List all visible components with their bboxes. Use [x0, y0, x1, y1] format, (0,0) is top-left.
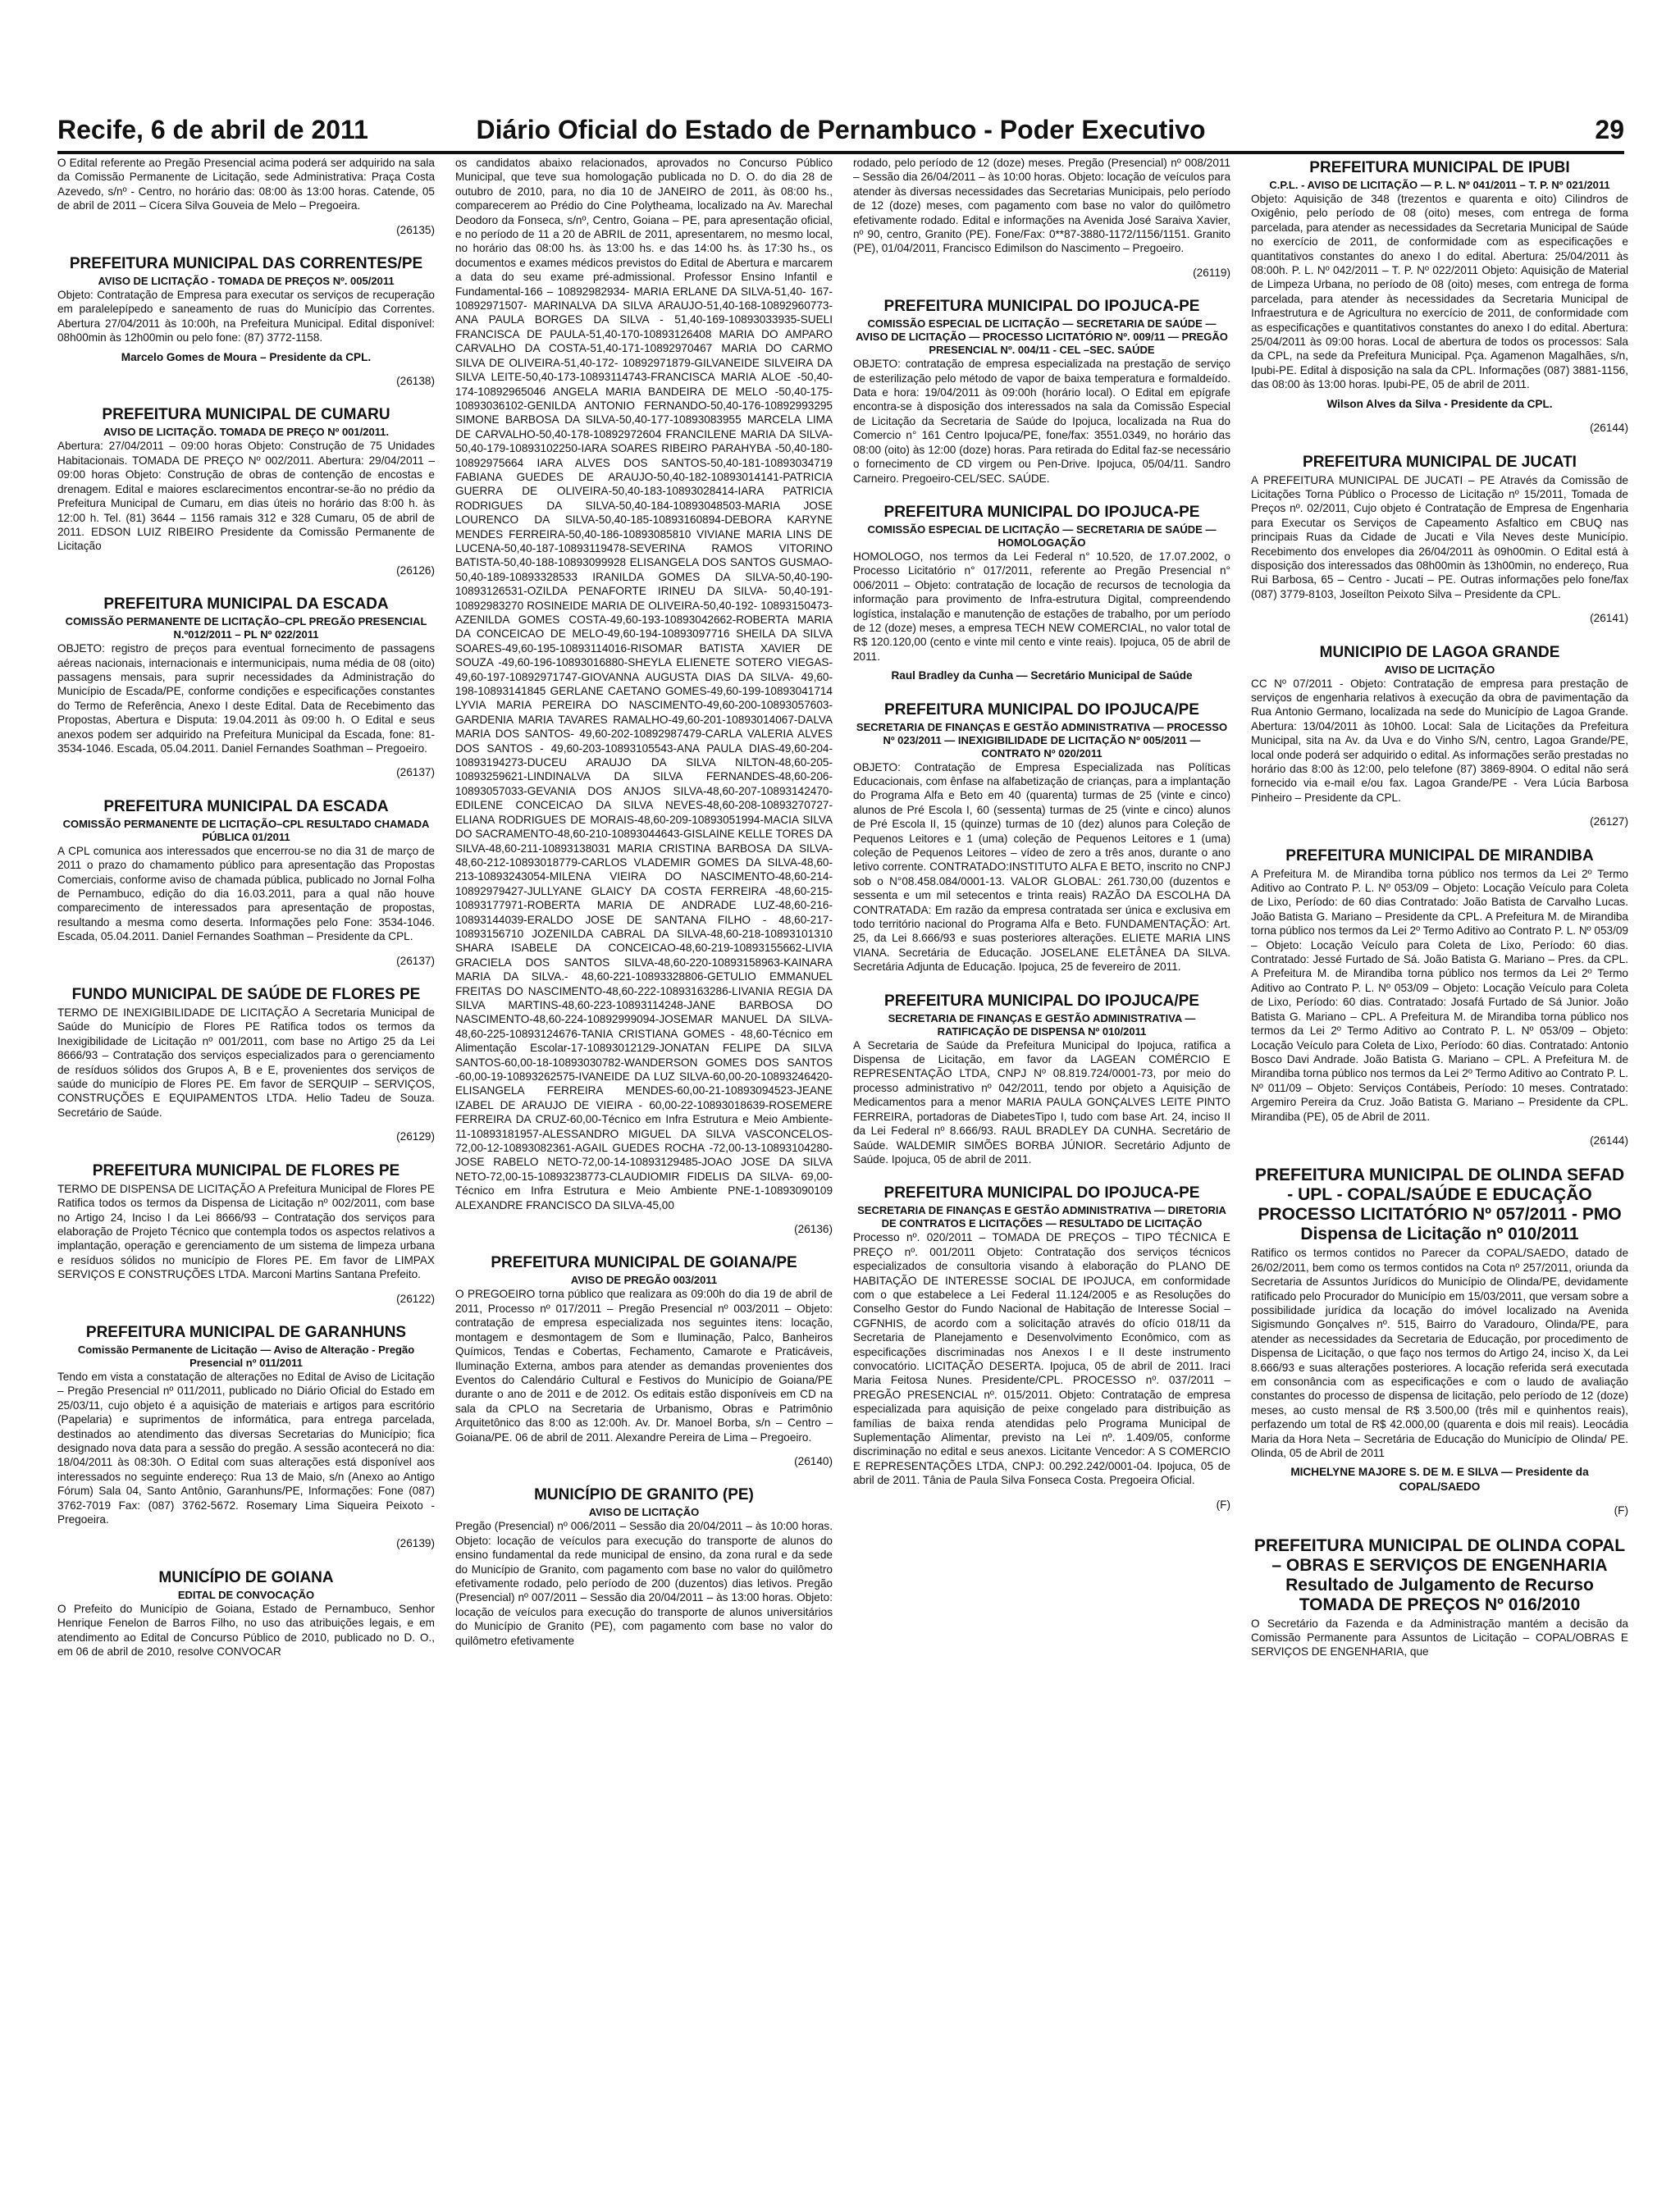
notice-subtitle: COMISSÃO PERMANENTE DE LICITAÇÃO–CPL RESULTADO CHAMADA PÚBLICA 01/2011: [62, 817, 430, 843]
notice-title: PREFEITURA MUNICIPAL DO IPOJUCA-PE: [883, 1184, 1200, 1202]
notice-body: CC Nº 07/2011 - Objeto: Contratação de empresa para prestação de serviços de engenharia relativos à execução da obra de pavimentação da Rua Antonio Germano, localizada na sede do Município de Lagoa Grande. Abertura: 13/04/2011 às 10h00. Local: Sala de Licitações da Prefeitura Municipal, sita na Av. da Uva e do Vinho S/N, centro, Lagoa Grande/PE, local onde poderá ser adquirido o edital. As informações serão prestadas no horário das 8:00 às 12:00, pelo telefone (87) 3869-8904. O edital não será fornecido via e-mail e/ou fax. Lagoa Grande/PE - Vera Lúcia Barbosa Pinheiro – Presidente da CPL.: [1251, 677, 1628, 804]
notice-subtitle: Comissão Permanente de Licitação — Aviso de Alteração - Pregão Presencial nº 011/2011: [77, 1343, 415, 1369]
notice-subtitle: SECRETARIA DE FINANÇAS E GESTÃO ADMINISTRATIVA — DIRETORIA DE CONTRATOS E LICITAÇÕES — RESULTADO DE LICITAÇÃO: [857, 1204, 1226, 1230]
header-title: Diário Oficial do Estado de Pernambuco - Poder Executivo: [476, 115, 1206, 144]
notice: [57, 1569, 435, 1659]
notice: [1251, 159, 1628, 436]
notice-subtitle: AVISO DE LICITAÇÃO. TOMADA DE PREÇO Nº 001/2011.: [103, 426, 390, 439]
notice-title: MUNICIPIO DE LAGOA GRANDE: [1319, 643, 1560, 661]
notice: [57, 1162, 435, 1306]
notice-body: TERMO DE DISPENSA DE LICITAÇÃO A Prefeitura Municipal de Flores PE Ratifica todos os termos da Dispensa de Licitação nº 002/2011, com base no Artigo 24, Inciso I da Lei 8666/93 – Contratação dos serviços para elaboração de Projeto Técnico que contempla todos os aspectos relativos a implantação, operação e gerenciamento de um sistema de limpeza urbana e resíduos sólidos no município de Flores PE. Em favor de LIMPAX SERVIÇOS E CONSTRUÇÕES LTDA. Marconi Martins Santana Prefeito.: [57, 1182, 435, 1281]
notice-body: O Prefeito do Município de Goiana, Estado de Pernambuco, Senhor Henrique Fenelon de Barros Filho, no uso das atribuições legais, e em atendimento ao Edital de Concurso Público de 2010, publicado no D. O., em 06 de abril de 2010, resolve CONVOCAR: [57, 1602, 435, 1658]
notice: [853, 298, 1230, 486]
reference-number: (26122): [396, 1292, 435, 1305]
notice-title: PREFEITURA MUNICIPAL DO IPOJUCA/PE: [884, 992, 1199, 1010]
notice-subtitle: AVISO DE PREGÃO 003/2011: [570, 1274, 718, 1287]
notice: [853, 1184, 1230, 1512]
notice-body: Pregão (Presencial) nº 006/2011 – Sessão dia 20/04/2011 – às 10:00 horas. Objeto: locação de veículos para execução do transporte de alunos do ensino fundamental da rede municipal de ensino, da zona rural e da sede do Município de Granito, com pagamento com base no valor do quilômetro efetivamente rodado, pelo período de 200 (duzentos) dias letivos. Pregão (Presencial) nº 007/2011 – Sessão dia 20/04/2011 – às 13:00 horas. Objeto: locação de veículos para execução do transporte de alunos universitários do Município de Granito (PE), com pagamento com base no valor do quilômetro efetivamente: [455, 1520, 833, 1647]
reference-number: (26127): [1590, 815, 1628, 828]
notice: [57, 1324, 435, 1551]
notice-body: HOMOLOGO, nos termos da Lei Federal n° 10.520, de 17.07.2002, o Processo Licitatório n° 017/2011, referente ao Pregão Presencial n° 006/2011 – Objeto: contratação de locação de recursos de tecnologia da informação para provimento de Infra-estrutura Digital, compreendendo logística, instalação e manutenção de estações de trabalho, por um período de 12 (doze) meses, a empresa TECH NEW COMERCIAL, no valor total de R$ 120.120,00 (cento e vinte mil cento e vinte reais). Ipojuca, 05 de abril de 2011.: [853, 550, 1230, 663]
reference-number: (26136): [794, 1223, 833, 1236]
reference-number: (26141): [1590, 612, 1628, 625]
notice-subtitle: COMISSÃO ESPECIAL DE LICITAÇÃO — SECRETARIA DE SAÚDE — HOMOLOGAÇÃO: [867, 522, 1217, 549]
notice-subtitle: COMISSÃO ESPECIAL DE LICITAÇÃO — SECRETARIA DE SAÚDE — AVISO DE LICITAÇÃO — PROCESSO LICITATÓRIO Nº. 009/11 — PREGÃO PRESENCIAL Nº. 004/11 - CEL –SEC. SAÚDE: [856, 317, 1228, 357]
notice: [853, 992, 1230, 1167]
reference-number: (26126): [396, 563, 435, 577]
notice-title: PREFEITURA MUNICIPAL DE JUCATI: [1303, 453, 1577, 471]
notice-title: PREFEITURA MUNICIPAL DE OLINDA SEFAD - UPL - COPAL/SAÚDE E EDUCAÇÃO PROCESSO LICITATÓRIO Nº 057/2011 - PMO Dispensa de Licitação nº 010/2011: [1254, 1166, 1625, 1244]
continued-text: os candidatos abaixo relacionados, aprovados no Concurso Público Municipal, que teve sua homologação publicada no D. O. do dia 28 de outubro de 2010, para, no dia 10 de JANEIRO de 2011, às 08:00 hs., comparecerem ao Prédio do Cine Polytheama, localizado na Av. Marechal Deodoro da Fonseca, s/nº, Centro, Goiana – PE, para apresentação oficial, e no período de 11 a 20 de ABRIL de 2011, apresentarem, no mesmo local, no horário das 08:00 hs. às 13:00 hs. e das 14:00 hs. às 17:30 hs., os documentos e exames médicos previstos do Edital de Abertura e marcarem a data do seu exame pré-admissional. Professor Ensino Infantil e Fundamental-166 – 10892982934- MARIA ERLANE DA SILVA-51,40- 167-10892971507- MARINALVA DA SILVA ARAUJO-51,40-168-10892960773-ANA PAULA BORGES DA SILVA - 51,40-169-10893033935-SUELI FRANCISCA DE PAULA-51,40-170-10893126408 MARIA DO AMPARO CARVALHO DA COSTA-51,40-171-10892970467 MARIA DO CARMO SILVA DE OLIVEIRA-51,40-172- 10892971879-GILVANEIDE SILVEIRA DA SILVA LEITE-50,40-173-10893114743-FRANCISCA MARIA ALOE -50,40-174-10892965046 ANGELA MARIA BANDEIRA DE MELO -50,40-175-10893036102-GENILDA ANTONIO FERNANDO-50,40-176-10892993295 SIMONE BARBOSA DA SILVA-50,40-177-10893083955 MARCELA LIMA DE CARVALHO-50,40-178-10892972604 FRANCILENE MARIA DA SILVA-50,40-179-10893102250-IARA SOARES RIBEIRO PARAHYBA -50,40-180-10892975664 IARA ALVES DOS SANTOS-50,40-181-10893034719 FABIANA GUEDES DE ARAUJO-50,40-182-10893014141-PATRICIA GUERRA DE OLIVEIRA-50,40-183-10893028414-IARA PATRICIA RODRIGUES DA SILVA-50,40-184-10893048503-MARIA JOSE LOURENCO DA SILVA-50,40-185-10893160894-DEBORA KARYNE MENDES FERREIRA-50,40-186-10893085810 VIVIANE MARIA LINS DE LUCENA-50,40-187-10893119478-SEVERINA RAMOS VITORINO BATISTA-50,40-188-10893099928 ELISANGELA DOS SANTOS GUSMAO-50,40-189-10893328533 IRANILDA GOMES DA SILVA-50,40-190-10893126531-OZILDA PENAFORTE IRINEU DA SILVA- 50,40-191-10892983270 ROSINEIDE MARIA DE OLIVEIRA-50,40-192- 10893150473- AZENILDA GOMES COSTA-49,60-193-10893042662-ROBERTA MARIA DA CONCEICAO DE MELO-49,60-194-10893097716 SHEILA DA SILVA SOARES-49,60-195-10893114016-RISOMAR BATISTA XAVIER DE SOUZA -49,60-196-10893016880-SHEYLA ELIENETE SOTERO VIEGAS-49,60-197-10892971747-GIOVANNA AUGUSTA DIAS DA SILVA- 49,60-198-10893141845 GERLANE CAETANO GOMES-49,60-199-10893041714 LYVIA MARIA PEREIRA DO NASCIMENTO-49,60-200-10893057603-GARDENIA MARIA TAVARES RAMALHO-49,60-201-10893014067-DALVA MARIA DOS SANTOS- 49,60-202-10892987479-CARLA VALERIA ALVES DOS SANTOS - 49,60-203-10893105543-ANA PAULA DIAS-49,60-204-10893194273-DUCEU ARAUJO DA SILVA NILTON-48,60-205-10893259621-LINDINALVA DA SILVA FERNANDES-48,60-206-10893057033-GEVANIA DOS ANJOS SILVA-48,60-207-10893142470-EDILENE CONCEICAO DA SILVA NEVES-48,60-208-10893270727-ELIANA RODRIGUES DE MORAIS-48,60-209-10893051994-MACIA SILVA DO SACRAMENTO-48,60-210-10893044643-GISLAINE KELLE TORES DA SILVA-48,60-211-10893138031 MARIA CRISTINA BARBOSA DA SILVA-48,60-212-10893018779-CARLOS VLADEMIR GOMES DA SILVA-48,60-213-10893243054-MILENA VIEIRA DO NASCIMENTO-48,60-214-10892979427-JULLYANE GLAICY DA COSTA FERREIRA -48,60-215-10893177971-ROBERTA MARIA DE ANDRADE LUZ-48,60-216-10893144039-ERALDO JOSE DE SANTANA FILHO - 48,60-217-10893156710 JOZENILDA CABRAL DA SILVA-48,60-218-10893101310 SHARA ISABELE DA CONCEICAO-48,60-219-10893155662-LIVIA GRACIELA DOS SANTOS SILVA-48,60-220-10893158963-KAINARA MARIA DA SILVA.- 48,60-221-10893328806-GETULIO EMMANUEL FREITAS DO NASCIMENTO-48,60-222-10893163286-LIVANIA REGIA DA SILVA MARTINS-48,60-223-10893114248-JANE BARBOSA DO NASCIMENTO-48,60-224-10892999094-JOSEMAR MANUEL DA SILVA-48,60-225-10893124676-TANIA CRISTIANA GOMES - 48,60-Técnico em Alimentação Escolar-17-10893012129-JONATAN FELIPE DA SILVA SANTOS-60,00-18-10893030782-WANDERSON GOMES DOS SANTOS -60,00-19-10893262575-IVANEIDE DA LUZ SILVA-60,00-20-10893246420-ELISANGELA FERREIRA MENDES-60,00-21-10893094523-JEANE IZABEL DE ARAUJO DE VIEIRA - 60,00-22-10893018639-ROSEMERE FERREIRA DA CRUZ-60,00-Técnico em Infra Estrutura e Meio Ambiente-11-10893181957-ALESSANDRO MIGUEL DA SILVA VASCONCELOS-72,00-12-10893082361-AGAIL GUEDES ROCHA -72,00-13-10893104280-JOSE RABELO NETO-72,00-14-10893129485-JOAO JOSE DA SILVA NETO-72,00-15-10893238773-CLAUDIOMIR FIDELIS DA SILVA- 69,00-Técnico em Infra Estrutura e Meio Ambiente PNE-1-10893090109 ALEXANDRE FRANCISCO DA SILVA-45,00: [455, 157, 833, 1211]
notice-title: PREFEITURA MUNICIPAL DA ESCADA: [103, 595, 389, 614]
notice: [455, 1254, 833, 1468]
column-4: [1251, 156, 1628, 2157]
notice: [455, 1486, 833, 1648]
notice-body: A Prefeitura M. de Mirandiba torna público nos termos da Lei 2º Termo Aditivo ao Contrato P. L. Nº 053/09 – Objeto: Locação Veículo para Coleta de Lixo, Período: de 60 dias Contratado: João Batista de Carvalho Lucas. João Batista G. Mariano – Presidente da CPL. A Prefeitura M. de Mirandiba torna público nos termos da Lei 2º Termo Aditivo ao Contrato P. L. Nº 053/09 – Objeto: Locação Veículo para Coleta de Lixo, Período: 60 dias. Contratado: Jessé Furtado de Sá. João Batista G. Mariano – Pres. da CPL. A Prefeitura M. de Mirandiba torna público nos termos da Lei 2º Termo Aditivo ao Contrato P. L. Nº 053/09 – Objeto: Locação Veículo para Coleta de Lixo, Período: 60 dias. Contratado: Josafá Furtado de Sá Junior. João Batista G. Mariano – CPL. A Prefeitura M. de Mirandiba torna público nos termos da Lei 2º Termo Aditivo ao Contrato P. L. Nº 053/09 – Objeto: Locação Veículo para Coleta de Lixo, Período: 60 dias. Contratado: Antonio Bosco Davi Andrade. João Batista G. Mariano – CPL. A Prefeitura M. de Mirandiba torna público nos termos da Lei 2º Termo Aditivo ao Contrato P. L. Nº 011/09 – Objeto: Serviços Contábeis, Período: 10 meses. Contratado: Argemiro Pereira da Cruz. João Batista G. Mariano – Presidente da CPL. Mirandiba (PE), 05 de Abril de 2011.: [1251, 867, 1628, 1123]
notice: [57, 595, 435, 780]
notice-body: Objeto: Aquisição de 348 (trezentos e quarenta e oito) Cilindros de Oxigênio, pelo período de 08 (oito) meses, com entrega de forma parcelada, para atender as necessidades da Secretaria Municipal de Saúde no exercício de 2011, de conformidade com as especificações e quantitativos constantes do anexo I do edital. Abertura: 25/04/2011 às 08:00h. P. L. Nº 042/2011 – T. P. Nº 022/2011 Objeto: Aquisição de Material de Limpeza Urbana, no período de 08 (oito) meses, com entrega de forma parcelada, para atender às necessidades da Secretaria Municipal de Infraestrutura e de Agricultura no exercício de 2011, de conformidade com as especificações e quantitativos constantes do anexo I do edital. Abertura: 25/04/2011 às 09:00 horas. Local de abertura de todos os processos: Sala da CPL, na sede da Prefeitura Municipal. Pça. Agamenon Magalhães, s/n, Ipubi-PE. Edital à disposição na sala da CPL. Informações (087) 3881-1156, das 08:00 às 13:00 horas. Ipubi-PE, 05 de abril de 2011.: [1251, 193, 1628, 391]
notice-subtitle: AVISO DE LICITAÇÃO: [1384, 663, 1495, 676]
notice: [57, 798, 435, 968]
notice-subtitle: EDITAL DE CONVOCAÇÃO: [177, 1588, 315, 1601]
notice-body: TERMO DE INEXIGIBILIDADE DE LICITAÇÃO A Secretaria Municipal de Saúde do Município de Flores PE Ratifica todos os termos da Inexigibilidade de Licitação nº 001/2011, com base no Artigo 25 da Lei 8666/93 – Contratação dos serviços especializados para o gerenciamento de resíduos sólidos dos Grupos A, B e E, provenientes dos serviços de saúde do município de Flores PE. Em favor de SERQUIP – SERVIÇOS, CONSTRUÇÕES E EQUIPAMENTOS LTDA. Helio Tadeu de Souza. Secretário de Saúde.: [57, 1006, 435, 1119]
notice-subtitle: COMISSÃO PERMANENTE DE LICITAÇÃO–CPL PREGÃO PRESENCIAL N.º012/2011 – PL Nº 022/2011: [65, 615, 427, 641]
notice-signature: Raul Bradley da Cunha — Secretário Municipal de Saúde: [891, 669, 1193, 682]
notice-title: PREFEITURA MUNICIPAL DA ESCADA: [103, 797, 389, 815]
reference-number: (26135): [396, 223, 435, 236]
notice-title: PREFEITURA MUNICIPAL DAS CORRENTES/PE: [69, 255, 423, 273]
notice-subtitle: SECRETARIA DE FINANÇAS E GESTÃO ADMINISTRATIVA — RATIFICAÇÃO DE DISPENSA Nº 010/2011: [888, 1011, 1196, 1038]
notice-title: PREFEITURA MUNICIPAL DO IPOJUCA/PE: [884, 700, 1199, 719]
reference-number: (26140): [794, 1454, 833, 1467]
continued-text: rodado, pelo período de 12 (doze) meses. Pregão (Presencial) nº 008/2011 – Sessão dia 26/04/2011 – às 10:00 horas. Objeto: locação de veículos para atender às diversas necessidades das Secretarias Municipais, pelo período de 12 (doze) meses, com pagamento com base no valor do quilômetro efetivamente rodado. Edital e informações na Avenida José Saraiva Xavier, nº 90, centro, Granito (PE). Fone/Fax: 0**87-3880-1172/1156/1151. Granito (PE), 01/04/2011, Francisco Edimilson do Nascimento – Pregoeiro.: [853, 157, 1230, 255]
column-3: [853, 156, 1230, 2157]
reference-number: (26119): [1193, 266, 1230, 279]
notice: [1251, 454, 1628, 626]
notice-body: Objeto: Contratação de Empresa para executar os serviços de recuperação em paralelepípedo e saneamento de ruas do Município das Correntes. Abertura 27/04/2011 às 10:00h, na Prefeitura Municipal. Edital disponível: 08h00min às 12h00min ou pelo fone: (87) 3772-1158.: [57, 289, 435, 344]
notice-body: Abertura: 27/04/2011 – 09:00 horas Objeto: Construção de 75 Unidades Habitacionais. TOMADA DE PREÇO Nº 002/2011. Abertura: 29/04/2011 – 09:00 horas Objeto: Construção de obras de contenção de encostas e drenagem. Edital e maiores esclarecimentos encontrar-se-ão no prédio da Prefeitura Municipal de Cumaru, em dias úteis no horário das 8:00 h. às 12:00 h. Tel. (81) 3644 – 1156 ramais 312 e 328 Cumaru, 05 de abril de 2011. EDSON LUIZ RIBEIRO Presidente da Comissão Permanente de Licitação: [57, 440, 435, 553]
notice-title: PREFEITURA MUNICIPAL DO IPOJUCA-PE: [883, 503, 1200, 521]
header-date: Recife, 6 de abril de 2011: [57, 115, 368, 144]
reference-number: (26144): [1590, 1134, 1628, 1147]
notice: [1251, 847, 1628, 1148]
notice: [853, 504, 1230, 683]
notice-subtitle: SECRETARIA DE FINANÇAS E GESTÃO ADMINISTRATIVA — PROCESSO Nº 023/2011 — INEXIGIBILIDADE DE LICITAÇÃO Nº 005/2011 — CONTRATO Nº 020/2011: [856, 720, 1228, 760]
page-number: 29: [1595, 115, 1624, 144]
notice-body: Ratifico os termos contidos no Parecer da COPAL/SAEDO, datado de 26/02/2011, bem como os termos contidos na Cota nº 257/2011, oriunda da Secretaria de Assuntos Jurídicos do Município de Olinda/PE, devidamente ratificado pelo Procurador do Município em 15/03/2011, que versam sobre a possibilidade jurídica da locação do imóvel localizado na Avenida Sigismundo Gonçalves nº. 515, Bairro do Varadouro, Olinda/PE, para atender as necessidades da Secretaria de Educação, por procedimento de Dispensa de Licitação, o que faço nos termos do Artigo 24, inciso X, da Lei 8.666/93 e suas alterações posteriores. A locação referida será executada em consonância com as especificações e com o laudo de avaliação constantes do processo de dispensa de licitação, pelo período de 12 (doze) meses, ao custo mensal de R$ 3.500,00 (três mil e quinhentos reais), perfazendo um total de R$ 42.000,00 (quarenta e dois mil reais). Leocádia Maria da Hora Neta – Secretária de Educação do Município de Olinda/ PE. Olinda, 05 de Abril de 2011: [1251, 1247, 1628, 1460]
notice-body: A CPL comunica aos interessados que encerrou-se no dia 31 de março de 2011 o prazo do chamamento público para apresentação das Propostas Comerciais, conforme aviso de chamada pública, publicado no Jornal Folha de Pernambuco, edição do dia 16.03.2011, para a qual não houve comparecimento de interessados para apresentação de propostas, resultando a mesma como deserta. Informações pelo Fone: 3534-1046. Escada, 05.04.2011. Daniel Fernandes Soathman – Presidente da CPL.: [57, 844, 435, 943]
notice: [57, 255, 435, 388]
notice-title: PREFEITURA MUNICIPAL DO IPOJUCA-PE: [883, 298, 1200, 316]
notice-subtitle: AVISO DE LICITAÇÃO - TOMADA DE PREÇOS Nº. 005/2011: [98, 275, 395, 288]
notice-title: PREFEITURA MUNICIPAL DE IPUBI: [1309, 159, 1570, 176]
reference-number: (26144): [1590, 422, 1628, 435]
notice-body: A PREFEITURA MUNICIPAL DE JUCATI – PE Através da Comissão de Licitações Torna Público o Processo de Licitação nº 15/2011, Tomada de Preços nº. 02/2011, Cujo objeto é Contratação de Empresa de Engenharia para Executar os Serviços de Capeamento Asfaltico em CBUQ nas principais Ruas da Cidade de Jucati e Vila Neves deste Município. Recebimento dos envelopes dia 26/04/2011 às 09h00min. O Edital está à disposição dos interessados das 08h00min às 13h00min, no endereço, Rua Rui Barbosa, 65 – Centro - Jucati – PE. Outras informações pelo fone/fax (087) 3779-8103, Joseílton Peixoto Silva – Presidente da CPL.: [1251, 473, 1628, 600]
notice-title: PREFEITURA MUNICIPAL DE MIRANDIBA: [1285, 846, 1594, 865]
reference-number: (26137): [396, 766, 435, 779]
notice-title: PREFEITURA MUNICIPAL DE CUMARU: [102, 406, 390, 424]
header-rule: [57, 151, 1624, 154]
notice-body: OBJETO: registro de preços para eventual fornecimento de passagens aéreas nacionais, internacionais e intermunicipais, numa média de 08 (oito) passagens mensais, para suprir necessidades da Administração do Município de Escada/PE, conforme condições e especificações constantes do Termo de Referência, Anexo I deste Edital. Data de Recebimento das Propostas, Abertura e Disputa: 19.04.2011 às 09:00 h. O Edital e seus anexos podem ser adquirido na Prefeitura Municipal da Escada, fone: 81-3534-1046. Escada, 05.04.2011. Daniel Fernandes Soathman – Pregoeiro.: [57, 642, 435, 755]
notice-body: OBJETO: Contratação de Empresa Especializada nas Políticas Educacionais, com ênfase na alfabetização de crianças, para a implantação do Programa Alfa e Beto em 40 (quarenta) turmas de 25 (vinte e cinco) alunos de Pré Escola I, 60 (sessenta) turmas de 25 (vinte e cinco) alunos de Pré Escola II, 15 (quinze) turmas de 10 (dez) alunos para Coleção de Pequenos Leitores e 1 (uma) coleção de Pequenos Leitores e 1 (uma) coleção de Pequenos Leitores – vídeo de zero a três anos, durante o ano letivo corrente. CONTRATADO:INSTITUTO ALFA E BETO, inscrito no CNPJ sob o N°08.458.084/0001-13. VALOR GLOBAL: 261.730,00 (duzentos e sessenta e um mil setecentos e trinta reais) RAZÃO DA ESCOLHA DA CONTRATADA: Em razão da empresa contratada ser única e exclusiva em todo território nacional do Programa Alfa e Beto. FUNDAMENTAÇÃO: Art. 25, da Lei 8.666/93 e suas posteriores alterações. ELIETE MARIA LINS VIANA. Secretária de Educação. JOSELANE ELETÂNEA DA SILVA. Secretária Adjunta de Educação. Ipojuca, 25 de fevereiro de 2011.: [853, 760, 1230, 974]
reference-number: (26137): [396, 954, 435, 967]
notice-subtitle: C.P.L. - AVISO DE LICITAÇÃO — P. L. Nº 041/2011 – T. P. Nº 021/2011: [1269, 179, 1610, 191]
notice: [57, 986, 435, 1144]
page-header: [57, 115, 1624, 151]
notice: [57, 406, 435, 577]
column-1: [57, 156, 435, 2157]
notice: [853, 701, 1230, 974]
notice-title: PREFEITURA MUNICIPAL DE GARANHUNS: [85, 1323, 407, 1341]
notice: [1251, 644, 1628, 829]
column-2: [455, 156, 833, 2157]
reference-number: (26129): [396, 1130, 435, 1143]
notice-signature: Marcelo Gomes de Moura – Presidente da CPL.: [121, 350, 372, 363]
notice-title: PREFEITURA MUNICIPAL DE FLORES PE: [92, 1161, 400, 1179]
notice-body: A Secretaria de Saúde da Prefeitura Municipal do Ipojuca, ratifica a Dispensa de Licitação, em favor da LAGEAN COMÉRCIO E REPRESENTAÇÃO LTDA, CNPJ Nº 08.819.724/0001-73, por meio do processo administrativo nº 042/2011, tendo por objeto a Aquisição de Medicamentos para a menor MARIA PAULA GONÇALVES LEITE PINTO FERREIRA, portadoras de DiabetesTipo I, tudo com base Art. 24, inciso II da Lei Federal nº 8.666/93. RAUL BRADLEY DA CUNHA. Secretário de Saúde. WALDEMIR SIMÕES BORBA JÚNIOR. Secretário Adjunto de Saúde. Ipojuca, 05 de abril de 2011.: [853, 1038, 1230, 1166]
continued-text: O Edital referente ao Pregão Presencial acima poderá ser adquirido na sala da Comissão Permanente de Licitação, sede Administrativa: Praça Costa Azevedo, s/nº - Centro, no horário das: 08:00 às 13:00 horas. Catende, 05 de abril de 2011 – Cícera Silva Gouveia de Melo – Pregoeira.: [57, 157, 435, 212]
reference-number: (26139): [396, 1537, 435, 1550]
reference-number: (F): [1614, 1504, 1628, 1517]
notice-title: MUNICÍPIO DE GRANITO (PE): [534, 1486, 754, 1504]
notice-body: O Secretário da Fazenda e da Administração mantém a decisão da Comissão Permanente para Assuntos de Licitação – COPAL/OBRAS E SERVIÇOS DE ENGENHARIA, que: [1251, 1617, 1628, 1658]
notice: [1251, 1166, 1628, 1517]
reference-number: (F): [1216, 1498, 1230, 1511]
notice-signature: MICHELYNE MAJORE S. DE M. E SILVA — Presidente da COPAL/SAEDO: [1290, 1466, 1589, 1493]
notice-body: O PREGOEIRO torna público que realizara as 09:00h do dia 19 de abril de 2011, Processo nº 017/2011 – Pregão Presencial nº 003/2011 – Objeto: contratação de empresa especializada nos seguintes itens: locação, montagem e desmontagem de Som e Iluminação, Palco, Banheiros Químicos, Tendas e Cobertas, Fechamento, Camarote e Praticáveis, Iluminação Externa, ambos para atender as demandas provenientes dos Eventos do Calendário Cultural e Festivos do Município de Goiana/PE durante o ano de 2011 e de 2012. Os editais estão disponíveis em CD na sala da CPLO na Secretaria de Urbanismo, Obras e Patrimônio Arquitetônico das 8:00 as 12:00h. Av. Dr. Manoel Borba, s/n – Centro – Goiana/PE. 06 de abril de 2011. Alexandre Pereira de Lima – Pregoeiro.: [455, 1288, 833, 1444]
notice-title: FUNDO MUNICIPAL DE SAÚDE DE FLORES PE: [71, 986, 421, 1004]
notice-body: Processo nº. 020/2011 – TOMADA DE PREÇOS – TIPO TÉCNICA E PREÇO nº. 001/2011 Objeto: Contratação dos serviços técnicos especializados de consultoria visando à elaboração do PLANO DE HABITAÇÃO DE INTERESSE SOCIAL DE IPOJUCA, em conformidade com o que estabelece a Lei Federal 11.124/2005 e as Resoluções do Conselho Gestor do Fundo Nacional de Habitação de Interesse Social – CGFNHIS, de acordo com a solicitação através do ofício 018/11 da Secretaria de Planejamento e Desenvolvimento Econômico, com as especificações discriminadas nos Anexos I e II deste instrumento convocatório. LICITAÇÃO DESERTA. Ipojuca, 05 de abril de 2011. Iraci Maria Feitosa Nunes. Presidente/CPL. PROCESSO nº. 037/2011 – PREGÃO PRESENCIAL nº. 015/2011. Objeto: Contratação de empresa especializada para aquisição de peixe congelado para distribuição as famílias de baixa renda atendidas pelo Programa Municipal de Suplementação Alimentar, previsto na Lei nº. 1.409/05, conforme discriminação no edital e seus anexos. Licitante Vencedor: A S COMERCIO E REPRESENTAÇÕES LTDA, CNPJ: 00.292.242/0001-04. Ipojuca, 05 de abril de 2011. Tânia de Paula Silva Fonseca Costa. Pregoeira Oficial.: [853, 1231, 1230, 1487]
notice-title: PREFEITURA MUNICIPAL DE OLINDA COPAL – OBRAS E SERVIÇOS DE ENGENHARIA Resultado de Julgamento de Recurso TOMADA DE PREÇOS Nº 016/2010: [1253, 1535, 1626, 1614]
notice-body: OBJETO: contratação de empresa especializada na prestação de serviço de esterilização pelo método de vapor de baixa temperatura e formaldeído. Data e hora: 19/04/2011 às 09:00h (horário local). O Edital em epígrafe encontra-se à disposição dos interessados na sala da Comissão Especial de Licitação da Secretaria de Saúde do Ipojuca, localizada na Rua do Comercio n° 161 Centro Ipojuca/PE, fone/fax: 3551.0349, no horário das 08:00 (oito) às 12:00 (doze) horas. Para retirada do Edital faz-se necessário o fornecimento de CD virgem ou Pen-Drive. Ipojuca, 05/04/11. Sandro Carneiro. Pregoeiro-CEL/SEC. SAÚDE.: [853, 358, 1230, 485]
notice-body: Tendo em vista a constatação de alterações no Edital de Aviso de Licitação – Pregão Presencial nº 011/2011, publicado no Diário Oficial do Estado em 25/03/11, cujo objeto é a aquisição de materiais e artigos para escritório (Papelaria) e suprimentos de informática, para entrega parcelada, destinados ao atendimento das diversas Secretarias do Município; fica designado nova data para a sessão do pregão. A sessão acontecerá no dia: 18/04/2011 às 08:30h. O Edital com suas alterações está disponível aos interessados no seguinte endereço: Rua 13 de Maio, s/n (Anexo ao Antigo Fórum) Sala 04, Santo Antônio, Garanhuns/PE, Informações: Fone (087) 3762-7019 Fax: (087) 3762-5672. Rosemary Lima Siqueira Peixoto - Pregoeira.: [57, 1370, 435, 1526]
notice-subtitle: AVISO DE LICITAÇÃO: [588, 1506, 700, 1519]
reference-number: (26138): [396, 375, 435, 388]
notice-title: PREFEITURA MUNICIPAL DE GOIANA/PE: [491, 1254, 797, 1272]
notice: [1251, 1536, 1628, 1659]
notice-signature: Wilson Alves da Silva - Presidente da CPL.: [1326, 397, 1553, 410]
notice-title: MUNICÍPIO DE GOIANA: [158, 1568, 334, 1586]
